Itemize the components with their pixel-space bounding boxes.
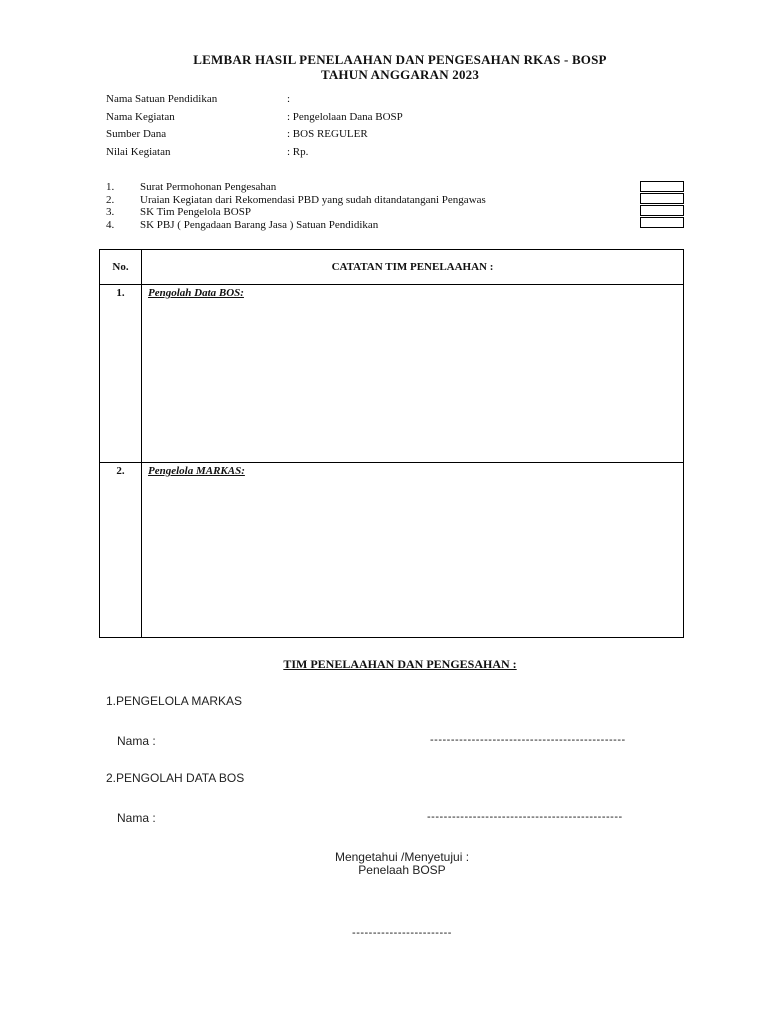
checklist-item: Surat Permohonan Pengesahan: [140, 181, 277, 193]
info-label-activity-value: Nilai Kegiatan: [106, 146, 171, 158]
member1-name-label: Nama :: [117, 734, 156, 748]
checklist-item: SK PBJ ( Pengadaan Barang Jasa ) Satuan Pendidikan: [140, 219, 379, 231]
checkbox-cell[interactable]: [640, 193, 684, 204]
row-number: 1.: [100, 285, 142, 463]
team-heading: TIM PENELAAHAN DAN PENGESAHAN :: [283, 657, 517, 671]
notes-cell-pengelola-markas[interactable]: Pengelola MARKAS:: [142, 463, 684, 638]
table-row: [100, 285, 684, 463]
checklist-num: 4.: [106, 219, 115, 231]
document-title: LEMBAR HASIL PENELAAHAN DAN PENGESAHAN RKAS - BOSP: [193, 52, 607, 67]
checkbox-cell[interactable]: [640, 217, 684, 228]
info-label-fund-source: Sumber Dana: [106, 128, 167, 140]
checklist-num: 2.: [106, 194, 115, 206]
notes-cell-pengolah-data-bos[interactable]: Pengolah Data BOS:: [142, 285, 684, 463]
approval-label: Mengetahui /Menyetujui :: [334, 850, 470, 864]
table-row: [100, 463, 684, 638]
info-value-activity: : Pengelolaan Dana BOSP: [287, 111, 403, 123]
checkbox-cell[interactable]: [640, 205, 684, 216]
col-header-no: No.: [100, 250, 142, 285]
member2-signature-line: -----------------------------------------------: [427, 811, 623, 823]
checklist-item: Uraian Kegiatan dari Rekomendasi PBD yang sudah ditandatangani Pengawas: [140, 194, 486, 206]
checklist-num: 1.: [106, 181, 115, 193]
table-header-row: [100, 250, 684, 285]
row-number: 2.: [100, 463, 142, 638]
approval-role: Penelaah BOSP: [358, 863, 446, 877]
member1-signature-line: -----------------------------------------------: [430, 734, 626, 746]
info-value-school: :: [287, 93, 291, 105]
review-notes-table: [99, 249, 684, 638]
member1-title: 1.PENGELOLA MARKAS: [106, 694, 243, 708]
member2-name-label: Nama :: [117, 811, 156, 825]
col-header-notes: CATATAN TIM PENELAAHAN :: [142, 250, 684, 285]
checklist-item: SK Tim Pengelola BOSP: [140, 206, 251, 218]
info-value-fund-source: : BOS REGULER: [287, 128, 368, 140]
checklist-num: 3.: [106, 206, 115, 218]
info-label-activity: Nama Kegiatan: [106, 111, 175, 123]
member2-title: 2.PENGOLAH DATA BOS: [106, 771, 245, 785]
approval-signature-line: ------------------------: [352, 927, 452, 939]
document-subtitle: TAHUN ANGGARAN 2023: [320, 67, 480, 82]
checkbox-cell[interactable]: [640, 181, 684, 192]
info-label-school: Nama Satuan Pendidikan: [106, 93, 218, 105]
info-value-activity-value: : Rp.: [287, 146, 309, 158]
